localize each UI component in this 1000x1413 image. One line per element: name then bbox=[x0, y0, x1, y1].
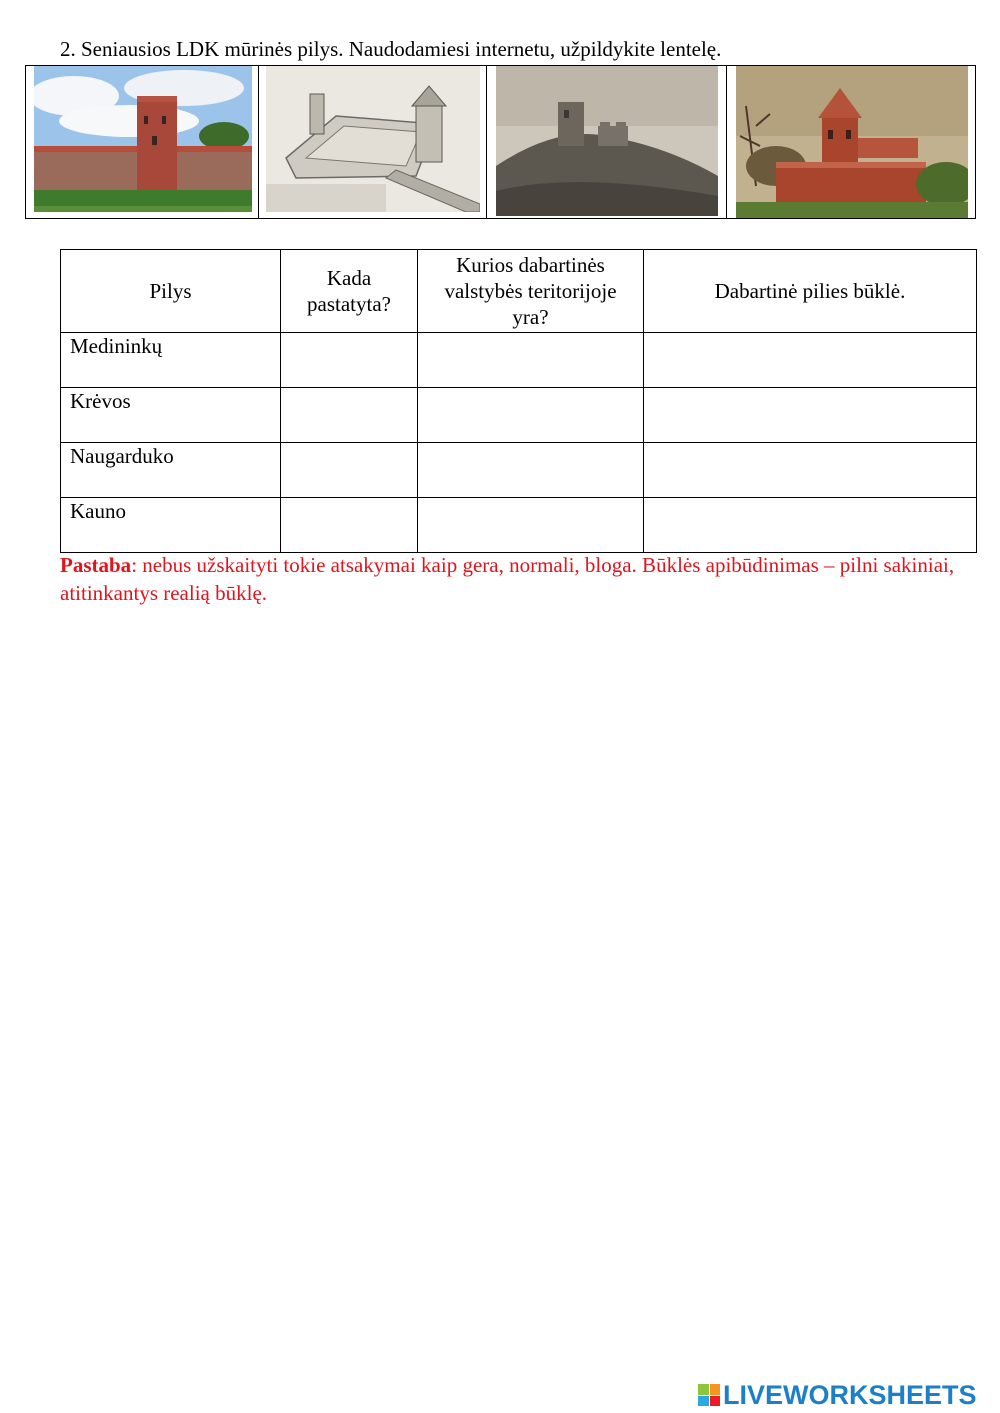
header-castles: Pilys bbox=[61, 250, 281, 333]
table-row bbox=[61, 388, 977, 443]
table-row bbox=[61, 333, 977, 388]
note-text: : nebus užskaityti tokie atsakymai kaip gera, normali, bloga. Būklės apibūdinimas – pilni sakiniai, atitinkantys realią būklę. bbox=[60, 553, 955, 605]
answer-cell-when-built[interactable] bbox=[281, 498, 418, 553]
answer-cell-territory[interactable] bbox=[418, 388, 644, 443]
castle-image-strip bbox=[25, 65, 976, 219]
castles-table bbox=[60, 249, 977, 553]
header-current-condition: Dabartinė pilies būklė. bbox=[644, 250, 977, 333]
castle-name-cell: Krėvos bbox=[61, 388, 281, 443]
answer-cell-when-built[interactable] bbox=[281, 333, 418, 388]
castle-name-cell: Naugarduko bbox=[61, 443, 281, 498]
liveworksheets-brand bbox=[698, 1378, 977, 1412]
note-paragraph bbox=[60, 551, 960, 607]
header-when-built: Kada pastatyta? bbox=[281, 250, 418, 333]
liveworksheets-logo-icon bbox=[698, 1384, 720, 1406]
castle-image-medininkai bbox=[26, 66, 259, 218]
castle-image-navahrudak bbox=[487, 66, 727, 218]
castle-name-cell: Kauno bbox=[61, 498, 281, 553]
header-territory: Kurios dabartinės valstybės teritorijoje yra? bbox=[418, 250, 644, 333]
answer-cell-territory[interactable] bbox=[418, 443, 644, 498]
castle-image-kreva bbox=[259, 66, 488, 218]
answer-cell-territory[interactable] bbox=[418, 333, 644, 388]
table-header-row bbox=[61, 250, 977, 333]
table-row bbox=[61, 498, 977, 553]
kaunas-castle-photo bbox=[736, 66, 968, 218]
answer-cell-when-built[interactable] bbox=[281, 388, 418, 443]
brand-text: LIVEWORKSHEETS bbox=[723, 1379, 977, 1410]
answer-cell-when-built[interactable] bbox=[281, 443, 418, 498]
kreva-castle-drawing bbox=[266, 66, 480, 212]
answer-cell-condition[interactable] bbox=[644, 498, 977, 553]
navahrudak-castle-photo bbox=[496, 66, 718, 216]
table-row bbox=[61, 443, 977, 498]
medininkai-castle-photo bbox=[34, 66, 252, 212]
castle-image-kaunas bbox=[727, 66, 975, 218]
castle-name-cell: Medininkų bbox=[61, 333, 281, 388]
answer-cell-condition[interactable] bbox=[644, 443, 977, 498]
answer-cell-territory[interactable] bbox=[418, 498, 644, 553]
note-label: Pastaba bbox=[60, 553, 132, 577]
task-title: 2. Seniausios LDK mūrinės pilys. Naudodamiesi internetu, užpildykite lentelę. bbox=[60, 37, 722, 61]
answer-cell-condition[interactable] bbox=[644, 333, 977, 388]
answer-cell-condition[interactable] bbox=[644, 388, 977, 443]
